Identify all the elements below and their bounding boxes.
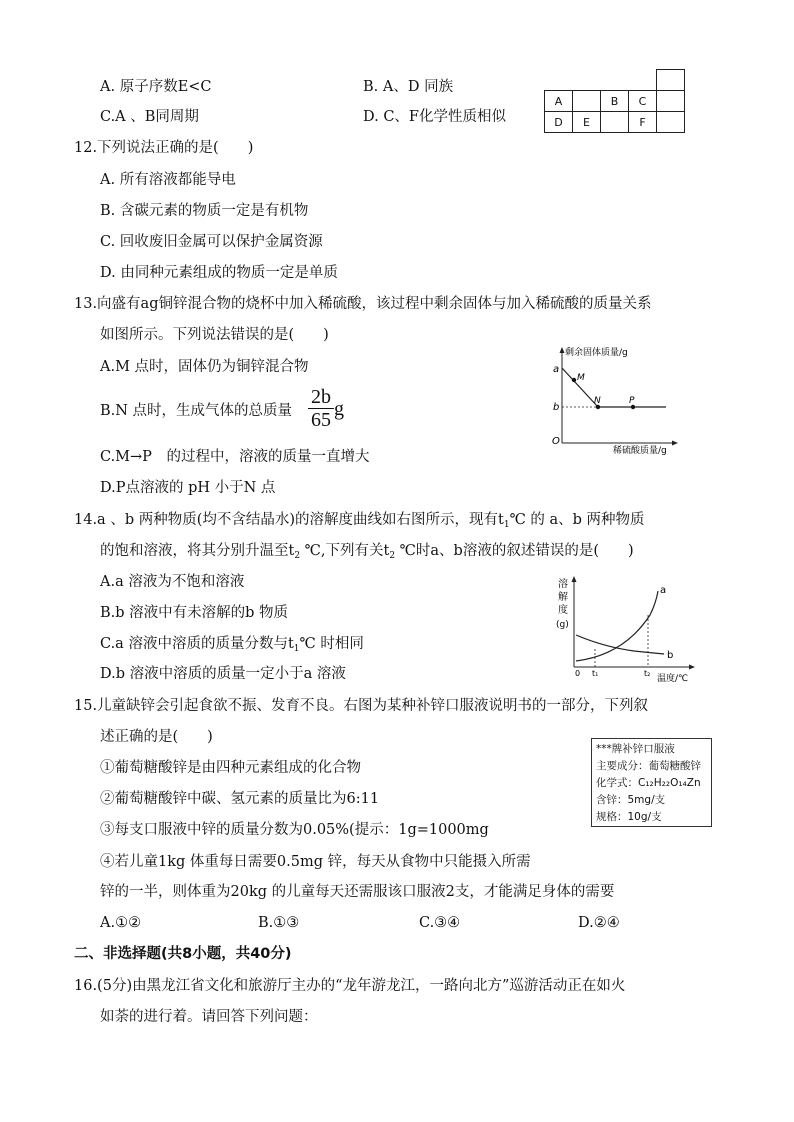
q14-option-c-part: C.a 溶液中溶质的质量分数与t [100, 636, 294, 652]
subscript: 1 [293, 644, 300, 654]
q14-stem-line1 [74, 510, 645, 535]
table-cell [657, 91, 685, 112]
point-m [572, 378, 576, 382]
q15-statement-2: ②葡萄糖酸锌中碳、氢元素的质量比为6:11 [100, 791, 380, 807]
table-cell [573, 91, 601, 112]
x-axis-arrow [672, 441, 678, 446]
label-zinc-content: 含锌：5mg/支 [596, 794, 666, 806]
q12-stem: 12.下列说法正确的是( ) [74, 140, 254, 156]
y-label-char: 溶 [558, 579, 568, 590]
q11-option-d: D. C、F化学性质相似 [363, 109, 506, 125]
a-label: a [553, 364, 560, 375]
q13-option-c: C.M→P 的过程中，溶液的质量一直增大 [100, 449, 370, 465]
table-cell: D [545, 112, 573, 133]
q15-stem-line1: 15.儿童缺锌会引起食欲不振、发育不良。右图为某种补锌口服液说明书的一部分，下列叙 [74, 698, 649, 714]
x-axis-arrow [689, 665, 695, 670]
q13-option-a: A.M 点时，固体仍为铜锌混合物 [100, 359, 309, 375]
y-axis-arrow [560, 347, 565, 353]
q14-stem-part: ℃时a、b溶液的叙述错误的是( ) [395, 543, 634, 559]
x-t2-label: t₂ [644, 669, 651, 678]
subscript: 2 [389, 551, 396, 561]
q14-stem-part: 14.a 、b 两种物质(均不含结晶水)的溶解度曲线如右图所示，现有t [74, 512, 504, 528]
fraction-numerator: 2b [311, 386, 331, 408]
q13-fraction [308, 386, 334, 431]
q11-option-b: B. A、D 同族 [363, 79, 454, 95]
y-axis-label: 剩余固体质量/g [565, 348, 628, 358]
q14-option-c [100, 634, 364, 659]
q14-option-b: B.b 溶液中有未溶解的b 物质 [100, 605, 289, 621]
table-cell [657, 112, 685, 133]
q16-line1: 16.(5分)由黑龙江省文化和旅游厅主办的“龙年游龙江，一路向北方”巡游活动正在如火 [74, 978, 626, 994]
q15-statement-4a: ④若儿童1kg 体重每日需要0.5mg 锌，每天从食物中只能摄入所需 [100, 854, 531, 870]
p-label: P [629, 396, 635, 406]
q14-option-d: D.b 溶液中溶质的质量一定小于a 溶液 [100, 666, 346, 682]
q13-unit: g [334, 398, 344, 420]
q14-solubility-graph [554, 573, 700, 685]
table-cell: C [629, 91, 657, 112]
q12-option-b: B. 含碳元素的物质一定是有机物 [100, 203, 309, 219]
table-cell: F [629, 112, 657, 133]
q15-option-c: C.③④ [419, 915, 461, 931]
m-label: M [577, 373, 585, 383]
table-cell [657, 70, 685, 91]
periodic-table-fragment [544, 69, 685, 133]
q14-stem-line2 [100, 541, 634, 566]
q15-stem-line2: 述正确的是( ) [100, 729, 213, 745]
q14-option-c-part: ℃ 时相同 [299, 636, 364, 652]
q16-line2: 如荼的进行着。请回答下列问题： [100, 1009, 318, 1025]
q13-graph [550, 343, 682, 455]
y-label-char: 解 [558, 592, 568, 603]
q15-statement-1: ①葡萄糖酸锌是由四种元素组成的化合物 [100, 760, 361, 776]
q13-option-b: B.N 点时，生成气体的总质量 [100, 403, 293, 419]
q14-stem-part: ℃,下列有关t [300, 543, 390, 559]
label-title: ***牌补锌口服液 [596, 743, 675, 755]
label-spec: 规格：10g/支 [596, 811, 662, 823]
q15-option-d: D.②④ [578, 915, 620, 931]
fraction-denominator: 65 [311, 409, 331, 431]
q15-statement-4b: 锌的一半，则体重为20kg 的儿童每天还需服该口服液2支，才能满足身体的需要 [100, 884, 615, 900]
q12-option-d: D. 由同种元素组成的物质一定是单质 [100, 265, 338, 281]
q12-option-a: A. 所有溶液都能导电 [100, 172, 236, 188]
q15-statement-3: ③每支口服液中锌的质量分数为0.05%(提示：1g=1000mg [100, 822, 489, 838]
table-cell: A [545, 91, 573, 112]
curve-b [576, 635, 664, 654]
x-axis-label: 稀硫酸质量/g [613, 446, 667, 455]
q12-option-c: C. 回收废旧金属可以保护金属资源 [100, 234, 323, 250]
b-label: b [553, 402, 560, 413]
origin-label: O [552, 436, 560, 447]
subscript: 2 [294, 551, 301, 561]
curve-a-label: a [660, 585, 667, 596]
curve-b-label: b [667, 650, 674, 661]
q11-option-c: C.A 、B同周期 [100, 109, 199, 125]
table-cell: E [573, 112, 601, 133]
section-heading: 二、非选择题(共8小题，共40分) [74, 946, 292, 962]
q11-option-a: A. 原子序数E<C [100, 79, 212, 95]
q13-stem-line1: 13.向盛有ag铜锌混合物的烧杯中加入稀硫酸，该过程中剩余固体与加入稀硫酸的质量关系 [74, 296, 652, 312]
q13-option-d: D.P点溶液的 pH 小于N 点 [100, 480, 276, 496]
q14-stem-part: ℃ 的 a、b 两种物质 [509, 512, 645, 528]
q14-stem-part: 的饱和溶液，将其分别升温至t [100, 543, 295, 559]
curve-a [576, 591, 658, 661]
q13-stem-line2: 如图所示。下列说法错误的是( ) [100, 327, 329, 343]
q15-option-a: A.①② [100, 915, 142, 931]
label-formula: 化学式：C₁₂H₂₂O₁₄Zn [596, 777, 701, 789]
table-cell [601, 112, 629, 133]
table-cell: B [601, 91, 629, 112]
label-main-ingredient: 主要成分：葡萄糖酸锌 [596, 760, 701, 772]
y-label-char: (g) [556, 620, 569, 630]
x-zero-label: 0 [575, 669, 581, 678]
q14-option-a: A.a 溶液为不饱和溶液 [100, 574, 245, 590]
subscript: 1 [503, 520, 510, 530]
n-label: N [594, 396, 601, 406]
x-axis-label: 温度/℃ [657, 674, 689, 684]
zinc-oral-liquid-label [591, 738, 712, 827]
q15-option-b: B.①③ [258, 915, 300, 931]
y-axis-arrow [572, 576, 577, 582]
y-label-char: 度 [558, 605, 568, 616]
x-t1-label: t₁ [592, 669, 599, 678]
